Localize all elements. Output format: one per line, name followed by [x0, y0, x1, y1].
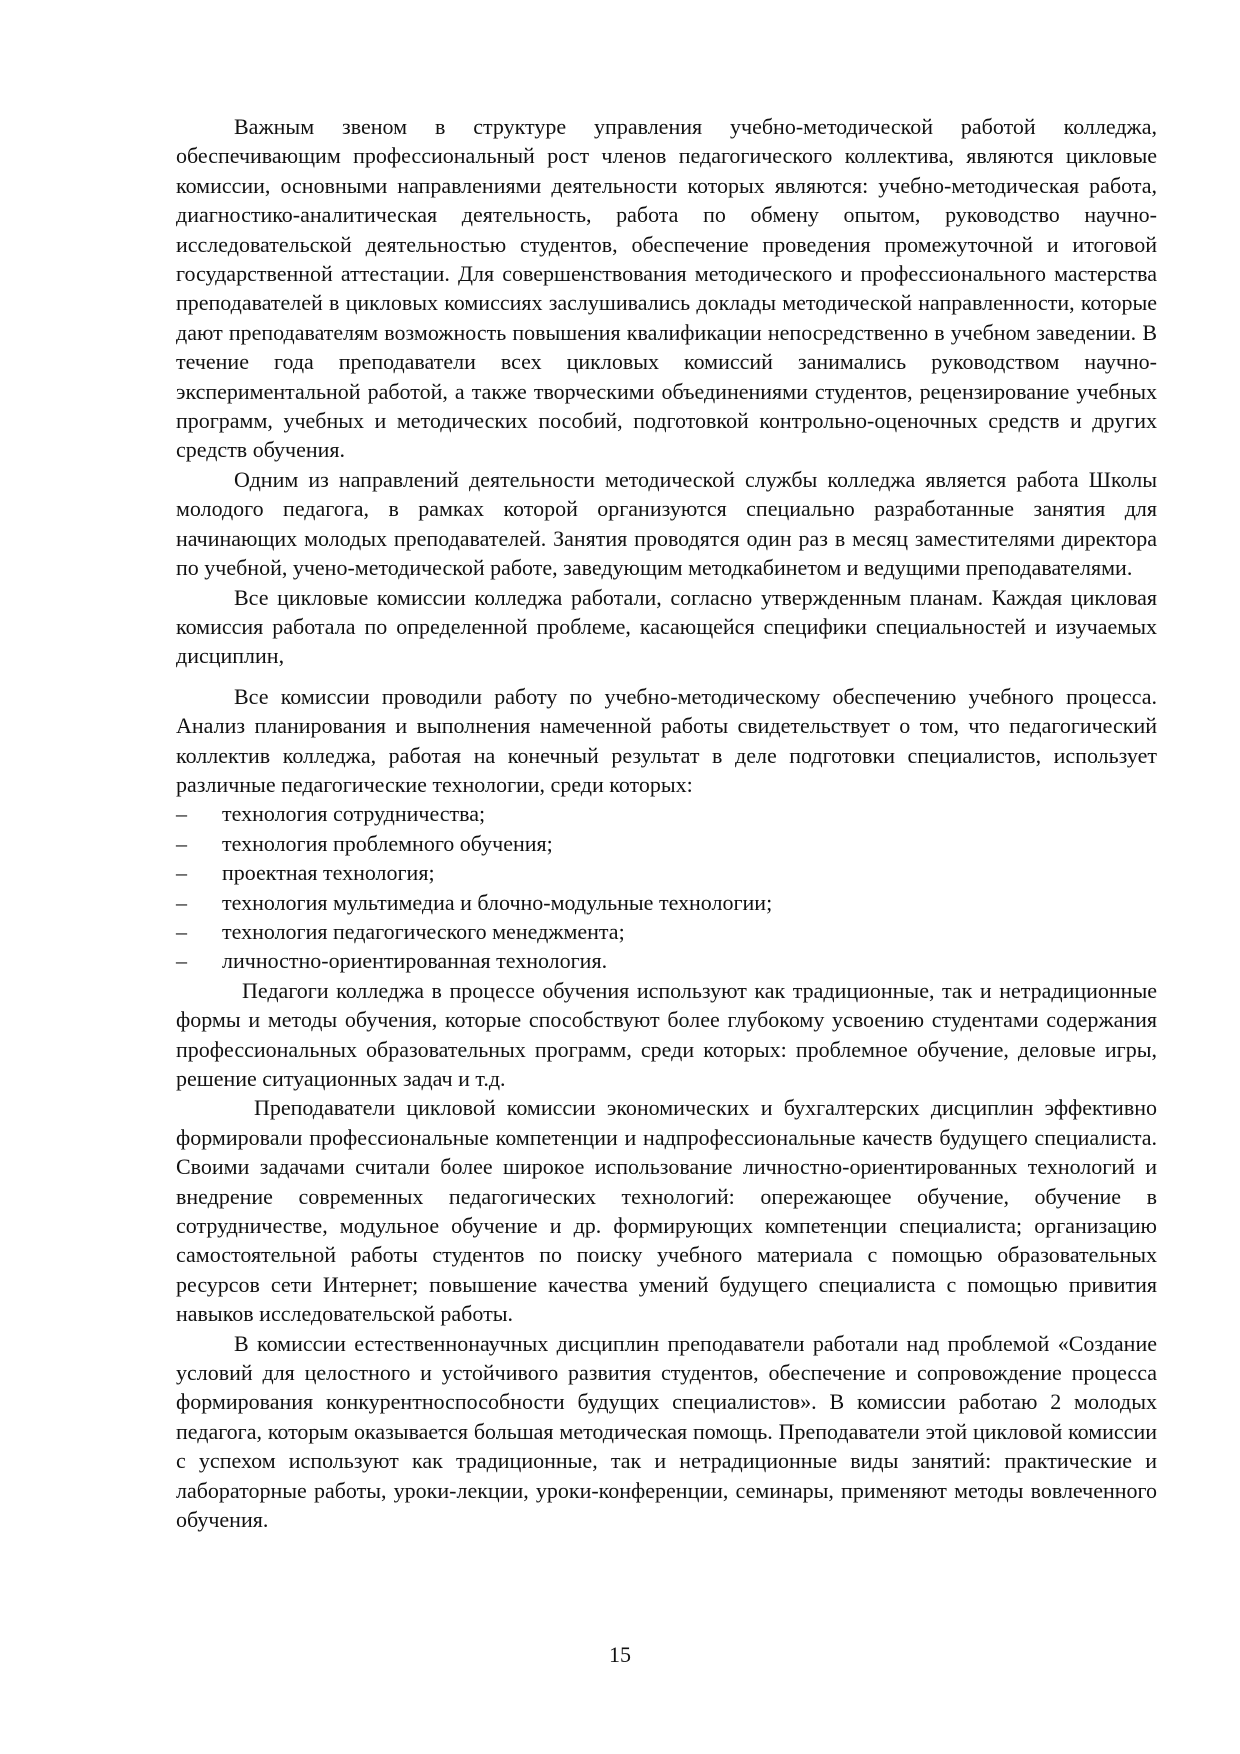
list-item	[176, 799, 1157, 828]
list-item-text: проектная технология;	[222, 860, 435, 886]
list-item	[176, 888, 1157, 917]
paragraph-science-commission: В комиссии естественнонаучных дисциплин преподаватели работали над проблемой «Создание условий для целостного и устойчивого развития студентов, обеспечение и сопровождение процесса формирования конкурентноспособности будущих специалистов». В комиссии работаю 2 молодых педагога, которым оказывается большая методическая помощь. Преподаватели этой цикловой комиссии с успехом используют как традиционные, так и нетрадиционные виды занятий: практические и лабораторные работы, уроки-лекции, уроки-конференции, семинары, применяют методы вовлеченного обучения.	[176, 1330, 1157, 1533]
list-item-text: технология педагогического менеджмента;	[222, 918, 625, 944]
list-dash: –	[176, 918, 187, 944]
list-dash: –	[176, 860, 187, 886]
list-item	[176, 829, 1157, 858]
paragraph-cycle-commissions: Важным звеном в структуре управления учебно-методической работой колледжа, обеспечивающим профессиональный рост членов педагогического коллектива, являются цикловые комиссии, основными направлениями деятельности которых являются: учебно-методическая работа, диагностико-аналитическая деятельность, работа по обмену опытом, руководство научно-исследовательской деятельностью студентов, обеспечение проведения промежуточной и итоговой государственной аттестации. Для совершенствования методического и профессионального мастерства преподавателей в цикловых комиссиях заслушивались доклады методической направленности, которые дают преподавателям возможность повышения квалификации непосредственно в учебном заведении. В течение года преподаватели всех цикловых комиссий занимались руководством научно-экспериментальной работой, а также творческими объединениями студентов, рецензирование учебных программ, учебных и методических пособий, подготовкой контрольно-оценочных средств и других средств обучения.	[176, 114, 1157, 463]
paragraph-teaching-forms: Педагоги колледжа в процессе обучения используют как традиционные, так и нетрадиционные формы и методы обучения, которые способствуют более глубокому усвоению студентами содержания профессиональных образовательных программ, среди которых: проблемное обучение, деловые игры, решение ситуационных задач и т.д.	[176, 977, 1157, 1091]
paragraph-commission-plans: Все цикловые комиссии колледжа работали, согласно утвержденным планам. Каждая цикловая комиссия работала по определенной проблеме, касающейся специфики специальностей и изучаемых дисциплин,	[176, 584, 1157, 669]
page-body	[176, 112, 1157, 1535]
technology-list	[176, 799, 1157, 975]
list-item-text: технология сотрудничества;	[222, 801, 486, 827]
list-item	[176, 917, 1157, 946]
list-dash: –	[176, 830, 187, 856]
paragraph-teaching-technologies: Все комиссии проводили работу по учебно-методическому обеспечению учебного процесса. Анализ планирования и выполнения намеченной работы свидетельствует о том, что педагогический коллектив колледжа, работая на конечный результат в деле подготовки специалистов, использует различные педагогические технологии, среди которых:	[176, 683, 1157, 797]
list-dash: –	[176, 889, 187, 915]
list-item	[176, 858, 1157, 887]
paragraph-young-teacher-school: Одним из направлений деятельности методической службы колледжа является работа Школы молодого педагога, в рамках которой организуются специально разработанные занятия для начинающих молодых преподавателей. Занятия проводятся один раз в месяц заместителями директора по учебной, учено-методической работе, заведующим методкабинетом и ведущими преподавателями.	[176, 466, 1157, 581]
list-item-text: технология проблемного обучения;	[222, 830, 553, 856]
list-item-text: личностно-ориентированная технология.	[222, 948, 608, 974]
list-item	[176, 946, 1157, 975]
list-item-text: технология мультимедиа и блочно-модульные технологии;	[222, 889, 773, 915]
paragraph-economics-commission: Преподаватели цикловой комиссии экономических и бухгалтерских дисциплин эффективно формировали профессиональные компетенции и надпрофессиональные качеств будущего специалиста. Своими задачами считали более широкое использование личностно-ориентированных технологий и внедрение современных педагогических технологий: опережающее обучение, обучение в сотрудничестве, модульное обучение и др. формирующих компетенции специалиста; организацию самостоятельной работы студентов по поиску учебного материала с помощью образовательных ресурсов сети Интернет; повышение качества умений будущего специалиста с помощью привития навыков исследовательской работы.	[176, 1095, 1157, 1327]
page-number: 15	[609, 1642, 631, 1667]
list-dash: –	[176, 801, 187, 827]
list-dash: –	[176, 948, 187, 974]
